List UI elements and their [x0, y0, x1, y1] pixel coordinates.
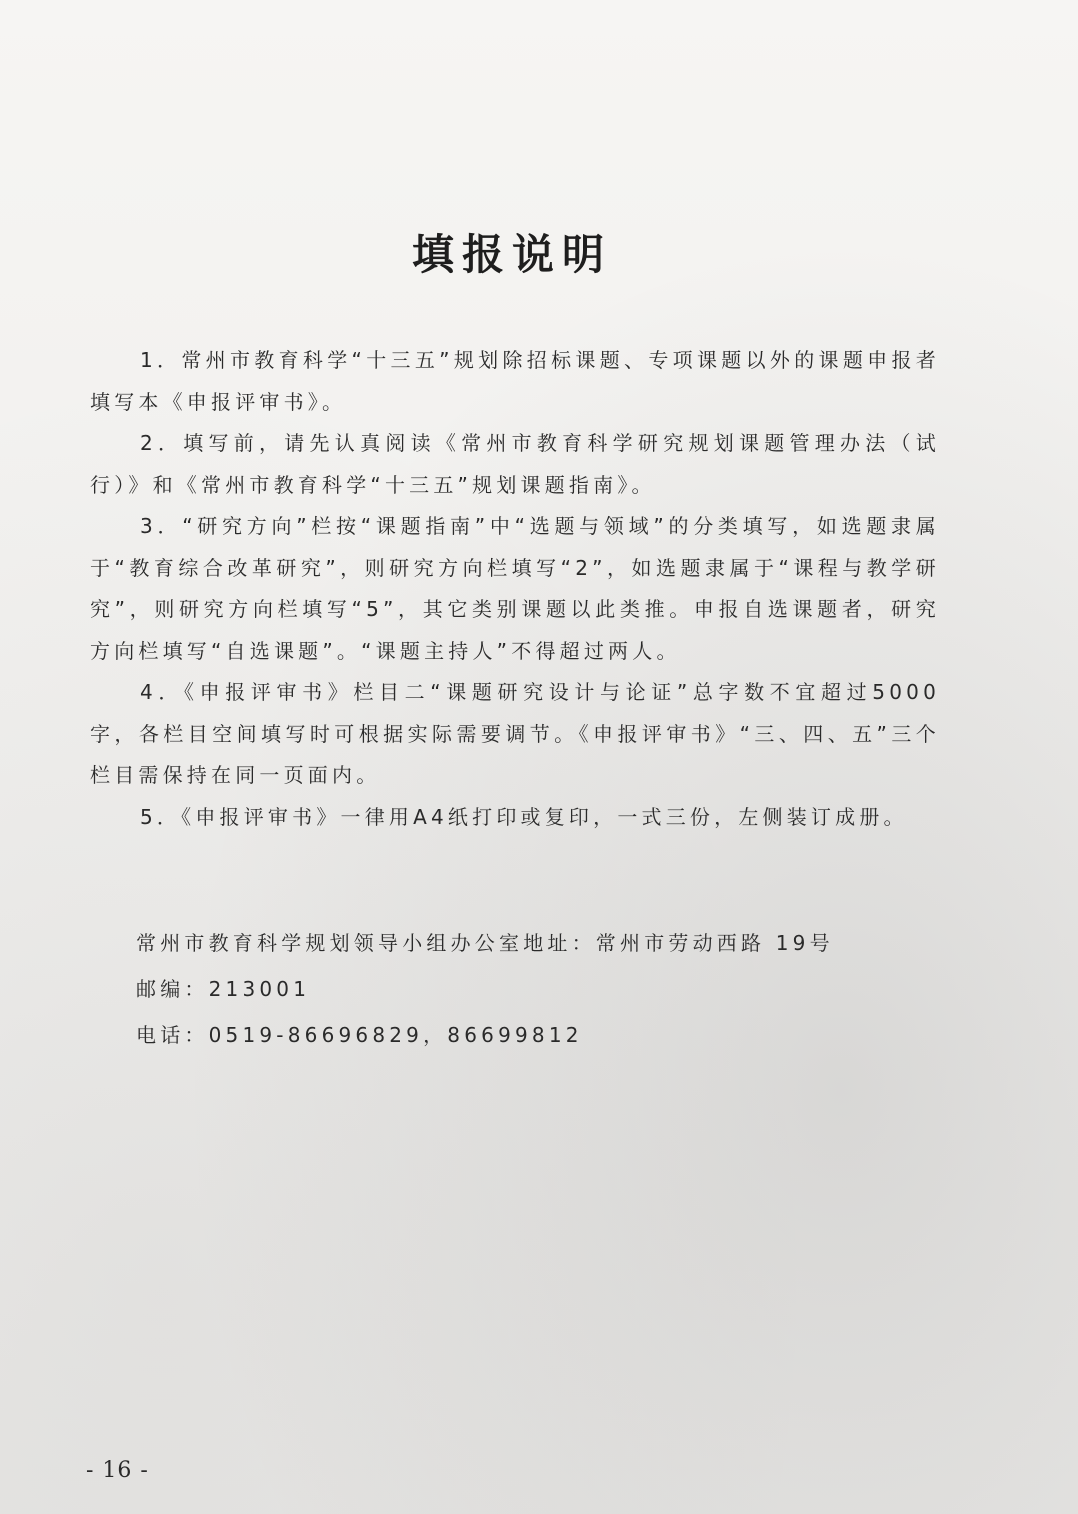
instruction-item-4: 4．《申报评审书》栏目二“课题研究设计与论证”总字数不宜超过5000字，各栏目空间填写时可根据实际需要调节。《申报评审书》“三、四、五”三个栏目需保持在同一页面内。 — [90, 680, 940, 787]
page-title: 填报说明 — [411, 230, 612, 279]
office-address: 常州市教育科学规划领导小组办公室地址：常州市劳动西路 19号 — [136, 931, 834, 955]
contact-info — [90, 920, 940, 1058]
instruction-item-3: 3．“研究方向”栏按“课题指南”中“选题与领域”的分类填写，如选题隶属于“教育综合改革研究”，则研究方向栏填写“2”，如选题隶属于“课程与教学研究”，则研究方向栏填写“5”，其它类别课题以此类推。申报自选课题者，研究方向栏填写“自选课题”。“课题主持人”不得超过两人。 — [90, 514, 940, 663]
instructions-list — [90, 340, 940, 838]
phone-numbers: 电话：0519-86696829，86699812 — [136, 1023, 583, 1047]
instruction-item-2: 2．填写前，请先认真阅读《常州市教育科学研究规划课题管理办法（试行）》和《常州市教育科学“十三五”规划课题指南》。 — [90, 431, 940, 497]
page-number: - 16 - — [86, 1458, 149, 1483]
postcode: 邮编：213001 — [136, 977, 311, 1001]
instruction-item-5: 5．《申报评审书》一律用A4纸打印或复印，一式三份，左侧装订成册。 — [140, 804, 908, 829]
instruction-item-1: 1．常州市教育科学“十三五”规划除招标课题、专项课题以外的课题申报者填写本《申报评审书》。 — [90, 348, 940, 414]
